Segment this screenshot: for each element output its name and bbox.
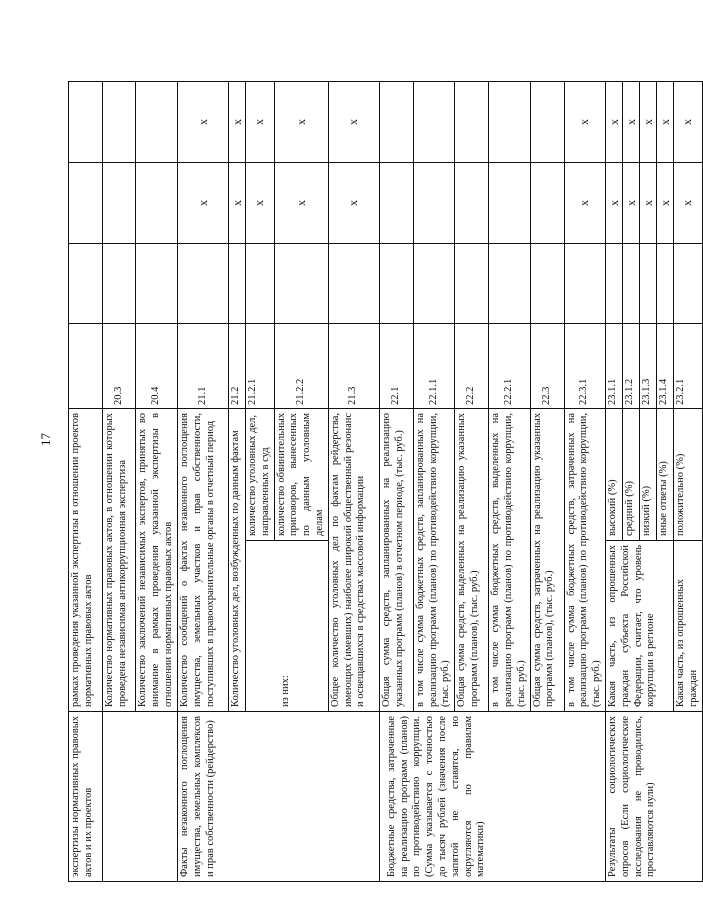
sub-label-cell: из них: bbox=[246, 541, 329, 712]
mark-cell: x bbox=[274, 81, 328, 162]
indicator-cell: иные ответы (%) bbox=[656, 408, 673, 540]
code-cell: 23.1.3 bbox=[639, 323, 656, 408]
table-row bbox=[103, 81, 136, 881]
indicator-cell: Количество нормативных правовых актов, в отношении которых проведена независимая антикоррупционная экспертиза bbox=[103, 408, 136, 711]
value-cell[interactable] bbox=[455, 162, 489, 243]
indicator-cell: средний (%) bbox=[622, 408, 639, 540]
mark-cell: x bbox=[274, 162, 328, 243]
code-cell: 21.2.1 bbox=[246, 323, 275, 408]
indicator-cell: Количество сообщений о фактах незаконного поглощения имущества, земельных участков и прав собственности, поступивших в правоохранительные органы в отчетный период bbox=[178, 408, 229, 711]
category-cell bbox=[103, 712, 136, 882]
value-cell[interactable] bbox=[178, 243, 229, 323]
mark-cell: x bbox=[673, 162, 702, 243]
value-cell[interactable] bbox=[379, 243, 413, 323]
indicator-cell: Общая сумма средств, затраченных на реализацию указанных программ (планов), (тыс. руб.) bbox=[530, 408, 564, 711]
mark-cell: x bbox=[178, 81, 229, 162]
code-cell: 20.3 bbox=[103, 323, 136, 408]
rotated-table-container bbox=[68, 82, 699, 882]
category-cell: экспертизы нормативных правовых актов и их проектов bbox=[69, 712, 103, 882]
mark-cell: x bbox=[656, 162, 673, 243]
page-number: 17 bbox=[38, 433, 53, 446]
mark-cell: x bbox=[639, 81, 656, 162]
mark-cell: x bbox=[229, 162, 246, 243]
mark-cell bbox=[103, 81, 136, 162]
mark-cell bbox=[69, 162, 103, 243]
mark-cell: x bbox=[246, 81, 275, 162]
value-cell[interactable] bbox=[489, 243, 530, 323]
value-cell[interactable] bbox=[379, 162, 413, 243]
code-cell: 22.3.1 bbox=[564, 323, 605, 408]
code-cell: 23.1.2 bbox=[622, 323, 639, 408]
value-cell[interactable] bbox=[530, 162, 564, 243]
mark-cell: x bbox=[328, 162, 379, 243]
value-cell[interactable] bbox=[639, 243, 656, 323]
value-cell[interactable] bbox=[413, 162, 454, 243]
value-cell[interactable] bbox=[455, 81, 489, 162]
table-row bbox=[605, 81, 622, 881]
value-cell[interactable] bbox=[246, 243, 275, 323]
indicator-cell: в том числе сумма бюджетных средств, выделенных на реализацию программ (планов) по противодействию коррупции, (тыс. руб.) bbox=[489, 408, 530, 711]
category-cell: Бюджетные средства, затраченные на реализацию программ (планов) по противодействию коррупции. (Сумма указывается с точностью до тысяч рублей (значения после запятой не ставятся, но округляются по правилам математики) bbox=[379, 712, 605, 882]
mark-cell: x bbox=[246, 162, 275, 243]
code-cell: 22.2 bbox=[455, 323, 489, 408]
table-row bbox=[379, 81, 413, 881]
code-cell: 20.4 bbox=[136, 323, 178, 408]
mark-cell bbox=[136, 162, 178, 243]
indicator-cell: Количество уголовных дел, возбужденных по данным фактам bbox=[229, 408, 246, 711]
sub-label-cell: Какая часть, из опрошенных граждан субъекта Российской Федерации, считает, что уровень коррупции в регионе bbox=[605, 541, 673, 712]
code-cell: 21.2 bbox=[229, 323, 246, 408]
table-row bbox=[69, 81, 103, 881]
value-cell[interactable] bbox=[136, 243, 178, 323]
value-cell[interactable] bbox=[530, 243, 564, 323]
value-cell[interactable] bbox=[656, 243, 673, 323]
value-cell[interactable] bbox=[530, 81, 564, 162]
mark-cell: x bbox=[229, 81, 246, 162]
code-cell: 23.1.4 bbox=[656, 323, 673, 408]
value-cell[interactable] bbox=[673, 243, 702, 323]
value-cell[interactable] bbox=[605, 243, 622, 323]
mark-cell: x bbox=[656, 81, 673, 162]
indicator-cell: количество уголовных дел, направленных в суд bbox=[246, 408, 275, 540]
code-cell: 22.1 bbox=[379, 323, 413, 408]
report-table bbox=[68, 81, 703, 882]
category-cell: Результаты социологических опросов (Если социологические исследования не проводились, проставляются нули) bbox=[605, 712, 702, 882]
code-cell: 21.1 bbox=[178, 323, 229, 408]
mark-cell: x bbox=[564, 81, 605, 162]
indicator-cell: низкий (%) bbox=[639, 408, 656, 540]
code-cell bbox=[69, 323, 103, 408]
value-cell[interactable] bbox=[328, 243, 379, 323]
indicator-cell: в том числе сумма бюджетных средств, затраченных на реализацию программ (планов) по противодействию коррупции, (тыс. руб.) bbox=[564, 408, 605, 711]
indicator-cell: Общая сумма средств, запланированных на реализацию указанных программ (планов) в отчетном периоде, (тыс. руб.) bbox=[379, 408, 413, 711]
mark-cell: x bbox=[639, 162, 656, 243]
indicator-cell: Общая сумма средств, выделенных на реализацию указанных программ (планов), (тыс. руб.) bbox=[455, 408, 489, 711]
mark-cell bbox=[103, 162, 136, 243]
value-cell[interactable] bbox=[413, 81, 454, 162]
value-cell[interactable] bbox=[274, 243, 328, 323]
mark-cell: x bbox=[622, 162, 639, 243]
indicator-cell: количество обвинительных приговоров, вынесенных по данным уголовным делам bbox=[274, 408, 328, 540]
value-cell[interactable] bbox=[489, 81, 530, 162]
table-row bbox=[178, 81, 229, 881]
code-cell: 22.2.1 bbox=[489, 323, 530, 408]
indicator-cell: Общее количество уголовных дел по фактам рейдерства, имеющих (имевших) наиболее широкий общественный резонанс и освещавшихся в средствах массовой информации bbox=[328, 408, 379, 711]
indicator-cell: положительно (%) bbox=[673, 408, 702, 540]
mark-cell: x bbox=[605, 162, 622, 243]
mark-cell bbox=[69, 81, 103, 162]
code-cell: 23.2.1 bbox=[673, 323, 702, 408]
mark-cell: x bbox=[605, 81, 622, 162]
mark-cell: x bbox=[564, 162, 605, 243]
mark-cell: x bbox=[622, 81, 639, 162]
code-cell: 23.1.1 bbox=[605, 323, 622, 408]
indicator-cell: высокий (%) bbox=[605, 408, 622, 540]
value-cell[interactable] bbox=[413, 243, 454, 323]
value-cell[interactable] bbox=[103, 243, 136, 323]
category-cell: Факты незаконного поглощения имущества, земельных комплексов и прав собственности (рейдерство) bbox=[178, 712, 380, 882]
value-cell[interactable] bbox=[564, 243, 605, 323]
mark-cell: x bbox=[178, 162, 229, 243]
mark-cell: x bbox=[673, 81, 702, 162]
sub-label-cell: Какая часть, из опрошенных граждан bbox=[673, 541, 702, 712]
indicator-cell: Количество заключений независимых экспертов, принятых во внимание в рамках проведения указанной экспертизы в отношении нормативных правовых актов bbox=[136, 408, 178, 711]
table-row bbox=[136, 81, 178, 881]
mark-cell: x bbox=[328, 81, 379, 162]
value-cell[interactable] bbox=[229, 243, 246, 323]
code-cell: 21.2.2 bbox=[274, 323, 328, 408]
value-cell[interactable] bbox=[69, 243, 103, 323]
code-cell: 21.3 bbox=[328, 323, 379, 408]
indicator-cell: рамках проведения указанной экспертизы в отношении проектов нормативных правовых актов bbox=[69, 408, 103, 711]
category-cell bbox=[136, 712, 178, 882]
code-cell: 22.3 bbox=[530, 323, 564, 408]
value-cell[interactable] bbox=[489, 162, 530, 243]
code-cell: 22.1.1 bbox=[413, 323, 454, 408]
indicator-cell: в том числе сумма бюджетных средств, запланированных на реализацию программ (планов) по противодействию коррупции, (тыс. руб.) bbox=[413, 408, 454, 711]
value-cell[interactable] bbox=[455, 243, 489, 323]
value-cell[interactable] bbox=[379, 81, 413, 162]
value-cell[interactable] bbox=[622, 243, 639, 323]
mark-cell bbox=[136, 81, 178, 162]
